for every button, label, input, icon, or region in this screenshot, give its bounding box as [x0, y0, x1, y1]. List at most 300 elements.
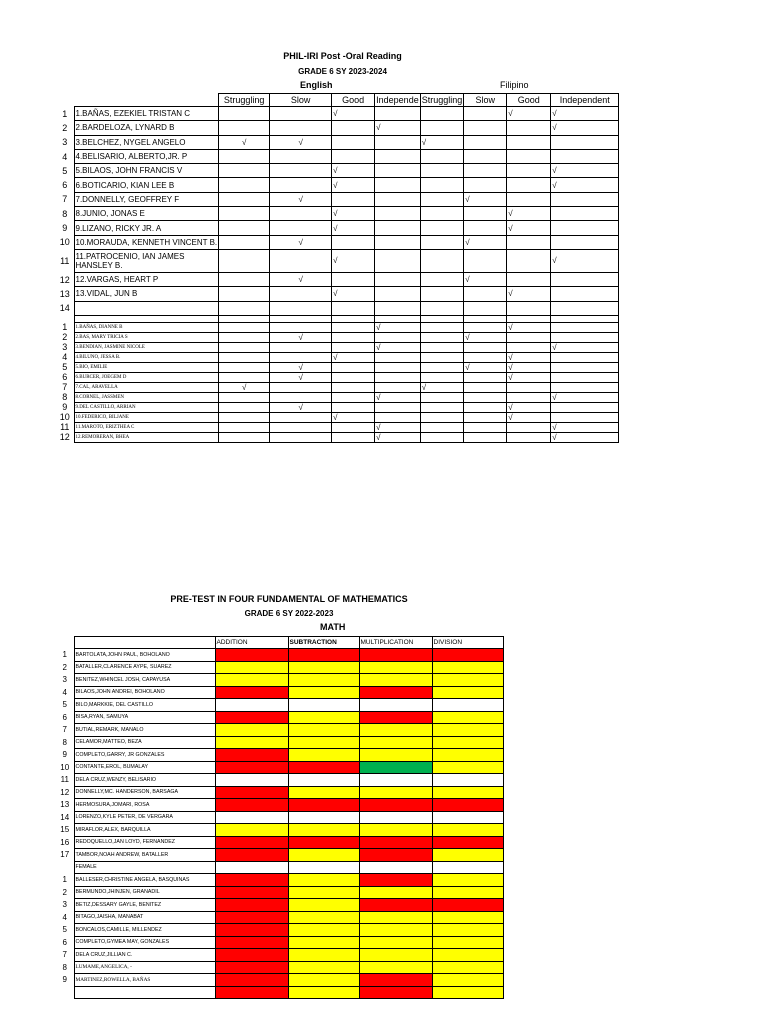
score-cell: [432, 699, 503, 712]
score-cell: [288, 986, 359, 999]
mark-cell: [464, 249, 507, 272]
score-cell: [288, 649, 359, 662]
score-cell: [359, 961, 432, 974]
mark-cell: [270, 352, 332, 362]
mark-cell: [507, 164, 551, 178]
score-cell: [288, 799, 359, 812]
row-number: 3: [62, 900, 67, 910]
mark-cell: √: [375, 121, 421, 135]
score-cell: [359, 711, 432, 724]
mark-cell: [420, 249, 464, 272]
row-number: 5: [62, 700, 67, 710]
score-cell: [288, 836, 359, 849]
mark-cell: [219, 342, 270, 352]
mark-cell: √: [375, 392, 421, 402]
mark-cell: √: [507, 412, 551, 422]
empty-cell: [420, 315, 464, 322]
table-row: [56, 235, 619, 249]
score-cell: [359, 899, 432, 912]
score-cell: [288, 786, 359, 799]
score-cell: [359, 986, 432, 999]
score-cell: [288, 936, 359, 949]
mark-cell: √: [551, 121, 619, 135]
score-cell: [215, 686, 288, 699]
mark-cell: [420, 392, 464, 402]
mark-cell: [551, 192, 619, 206]
score-cell: [215, 899, 288, 912]
mark-cell: [507, 249, 551, 272]
row-number: 7: [62, 194, 68, 205]
mark-cell: [551, 412, 619, 422]
score-cell: [432, 936, 503, 949]
mark-cell: [420, 121, 464, 135]
row-number: 1: [62, 875, 67, 885]
table-row: [56, 986, 503, 999]
mark-cell: √: [551, 432, 619, 442]
student-name: BILO,MARKKIE, DEL CASTILLO: [74, 699, 215, 712]
score-cell: [359, 761, 432, 774]
table-row: [56, 949, 503, 962]
mark-cell: [420, 342, 464, 352]
score-cell: [432, 874, 503, 887]
score-cell: [288, 861, 359, 874]
mark-cell: [507, 301, 551, 315]
score-cell: [359, 799, 432, 812]
mark-cell: [464, 342, 507, 352]
score-cell: [359, 661, 432, 674]
score-cell: [432, 799, 503, 812]
row-number: 15: [60, 825, 70, 835]
mark-cell: [375, 149, 421, 163]
mark-cell: [270, 121, 332, 135]
mark-cell: [551, 362, 619, 372]
table-row: [56, 287, 619, 301]
mark-cell: √: [375, 432, 421, 442]
mark-cell: [420, 207, 464, 221]
mark-cell: [375, 287, 421, 301]
separator-row: [56, 315, 619, 322]
score-cell: [215, 824, 288, 837]
mark-cell: [507, 392, 551, 402]
row-number: 4: [62, 912, 67, 922]
row-number: 3: [62, 342, 68, 353]
score-cell: [432, 849, 503, 862]
mark-cell: [507, 422, 551, 432]
row-number: 5: [62, 925, 67, 935]
mark-cell: [219, 149, 270, 163]
mark-cell: [420, 164, 464, 178]
score-cell: [215, 749, 288, 762]
student-name: MARTINEZ,ROWELLA, BAÑAS: [74, 974, 215, 987]
mark-cell: [375, 107, 421, 121]
empty-cell: [219, 315, 270, 322]
table-row: [56, 332, 619, 342]
mark-cell: [219, 432, 270, 442]
row-number: 2: [62, 662, 67, 672]
score-cell: [215, 736, 288, 749]
score-cell: [288, 736, 359, 749]
mark-cell: [332, 382, 375, 392]
score-cell: [432, 686, 503, 699]
mark-cell: [219, 178, 270, 192]
mark-cell: [375, 272, 421, 286]
mark-cell: [551, 235, 619, 249]
column-header: DIVISION: [432, 637, 503, 649]
student-name: BARTOLATA,JOHN PAUL, BOHOLANO: [74, 649, 215, 662]
score-cell: [359, 749, 432, 762]
row-number: 5: [62, 362, 68, 373]
mark-cell: [219, 392, 270, 402]
mark-cell: √: [219, 135, 270, 149]
math-title: PRE-TEST IN FOUR FUNDAMENTAL OF MATHEMATICS: [170, 594, 408, 604]
score-cell: [288, 661, 359, 674]
row-number: 4: [62, 352, 68, 363]
mark-cell: [464, 301, 507, 315]
mark-cell: [551, 287, 619, 301]
mark-cell: [219, 107, 270, 121]
score-cell: [359, 786, 432, 799]
mark-cell: [332, 192, 375, 206]
mark-cell: √: [219, 382, 270, 392]
table-row: [56, 699, 503, 712]
table-row: [56, 911, 503, 924]
score-cell: [215, 661, 288, 674]
header-spacer: [56, 94, 74, 107]
mark-cell: [464, 221, 507, 235]
student-name: 8.JUNIO, JONAS E: [74, 207, 219, 221]
row-number: [56, 315, 74, 322]
mark-cell: [420, 272, 464, 286]
column-header: SUBTRACTION: [288, 637, 359, 649]
student-name: BERMUNDO,JHINJEN, GRANADIL: [74, 886, 215, 899]
mark-cell: [375, 332, 421, 342]
table-row: [56, 301, 619, 315]
score-cell: [432, 786, 503, 799]
mark-cell: [270, 322, 332, 332]
mark-cell: √: [551, 178, 619, 192]
mark-cell: [420, 422, 464, 432]
score-cell: [215, 649, 288, 662]
row-number: 9: [62, 402, 68, 413]
mark-cell: [551, 352, 619, 362]
student-name: COMPLETO,GARRY, JR GONZALES: [74, 749, 215, 762]
mark-cell: √: [420, 135, 464, 149]
score-cell: [359, 924, 432, 937]
phil-iri-subtitle: GRADE 6 SY 2023-2024: [298, 67, 387, 76]
mark-cell: [420, 178, 464, 192]
score-cell: [215, 849, 288, 862]
mark-cell: [219, 192, 270, 206]
table-row: [56, 649, 503, 662]
mark-cell: [464, 149, 507, 163]
student-name: 6.BOTICARIO, KIAN LEE B: [74, 178, 219, 192]
table-row: [56, 724, 503, 737]
row-number: 6: [62, 180, 68, 191]
mark-cell: [464, 412, 507, 422]
table-row: [56, 749, 503, 762]
mark-cell: [507, 192, 551, 206]
row-number: 10: [59, 237, 70, 248]
table-row: [56, 432, 619, 442]
math-table: [56, 636, 504, 999]
student-name: BONCALOS,CAMILLE, MILLENDEZ: [74, 924, 215, 937]
mark-cell: [219, 164, 270, 178]
row-number: 7: [62, 725, 67, 735]
score-cell: [215, 724, 288, 737]
mark-cell: [270, 287, 332, 301]
filipino-label: Filipino: [500, 80, 529, 90]
table-row: [56, 107, 619, 121]
student-name: BALLESER,CHRISTINE ANGELA, BASQUINAS: [74, 874, 215, 887]
student-name: 6.BURCER, JOEGEM D: [74, 372, 219, 382]
row-number: 3: [62, 675, 67, 685]
mark-cell: [219, 235, 270, 249]
mark-cell: √: [551, 392, 619, 402]
row-number: 6: [62, 712, 67, 722]
mark-cell: [464, 178, 507, 192]
mark-cell: [375, 207, 421, 221]
score-cell: [215, 986, 288, 999]
table-row: [56, 342, 619, 352]
score-cell: [288, 724, 359, 737]
column-header: MULTIPLICATION: [359, 637, 432, 649]
mark-cell: √: [551, 342, 619, 352]
row-number: 12: [59, 432, 70, 443]
score-cell: [432, 911, 503, 924]
mark-cell: [332, 149, 375, 163]
row-number: 4: [62, 687, 67, 697]
mark-cell: [219, 249, 270, 272]
student-name: BETIZ,DESSARY GAYLE, BENITEZ: [74, 899, 215, 912]
table-row: [56, 352, 619, 362]
score-cell: [359, 686, 432, 699]
score-cell: [215, 874, 288, 887]
mark-cell: [551, 301, 619, 315]
table-row: [56, 736, 503, 749]
student-name: 3.BENDIAN, JASMINE NICOLE: [74, 342, 219, 352]
mark-cell: [332, 422, 375, 432]
mark-cell: [464, 287, 507, 301]
table-row: [56, 372, 619, 382]
table-row: [56, 674, 503, 687]
mark-cell: [219, 362, 270, 372]
mark-cell: [420, 412, 464, 422]
score-cell: [215, 799, 288, 812]
score-cell: [432, 761, 503, 774]
mark-cell: √: [507, 287, 551, 301]
column-header: Slow: [270, 94, 332, 107]
column-header: Independent: [551, 94, 619, 107]
mark-cell: [270, 432, 332, 442]
mark-cell: √: [270, 332, 332, 342]
student-name: BENITEZ,WHINCEL JOSH, CAPAYUSA: [74, 674, 215, 687]
mark-cell: [375, 221, 421, 235]
table-row: [56, 886, 503, 899]
mark-cell: √: [332, 221, 375, 235]
mark-cell: [420, 362, 464, 372]
table-row: [56, 178, 619, 192]
table-row: [56, 402, 619, 412]
mark-cell: [332, 362, 375, 372]
mark-cell: [420, 221, 464, 235]
table-row: [56, 774, 503, 787]
mark-cell: [420, 372, 464, 382]
mark-cell: [420, 301, 464, 315]
student-name: 9.LIZANO, RICKY JR. A: [74, 221, 219, 235]
mark-cell: [420, 192, 464, 206]
mark-cell: [507, 342, 551, 352]
mark-cell: [219, 301, 270, 315]
score-cell: [432, 949, 503, 962]
mark-cell: [332, 235, 375, 249]
mark-cell: √: [507, 322, 551, 332]
empty-cell: [332, 315, 375, 322]
row-number: 16: [60, 837, 70, 847]
mark-cell: √: [464, 192, 507, 206]
student-name: [74, 986, 215, 999]
header-spacer: [74, 637, 215, 649]
mark-cell: [420, 235, 464, 249]
student-name: DONNELLY,MC. HANDERSON, BARSAGA: [74, 786, 215, 799]
mark-cell: [507, 149, 551, 163]
student-name: LUMAME,ANGELICA, -: [74, 961, 215, 974]
table-row: [56, 382, 619, 392]
empty-cell: [464, 315, 507, 322]
score-cell: [432, 811, 503, 824]
score-cell: [215, 961, 288, 974]
mark-cell: [270, 149, 332, 163]
score-cell: [288, 774, 359, 787]
mark-cell: √: [332, 249, 375, 272]
mark-cell: [375, 164, 421, 178]
mark-cell: [270, 301, 332, 315]
mark-cell: √: [464, 332, 507, 342]
mark-cell: [464, 135, 507, 149]
mark-cell: √: [507, 207, 551, 221]
mark-cell: √: [270, 362, 332, 372]
mark-cell: √: [332, 164, 375, 178]
score-cell: [288, 711, 359, 724]
mark-cell: [420, 107, 464, 121]
student-name: MIRAFLOR,ALEX, BARQUILLA: [74, 824, 215, 837]
mark-cell: [375, 301, 421, 315]
mark-cell: [332, 372, 375, 382]
score-cell: [288, 699, 359, 712]
mark-cell: √: [507, 372, 551, 382]
phil-iri-title: PHIL-IRI Post -Oral Reading: [283, 51, 402, 61]
score-cell: [432, 736, 503, 749]
mark-cell: √: [270, 135, 332, 149]
column-header: Good: [332, 94, 375, 107]
mark-cell: √: [551, 107, 619, 121]
mark-cell: √: [507, 362, 551, 372]
table-row: [56, 961, 503, 974]
student-name: 2.BAS, MARY TRICIA S: [74, 332, 219, 342]
row-number: 8: [62, 962, 67, 972]
student-name: BISA,RYAN, SAMUYA: [74, 711, 215, 724]
mark-cell: [332, 432, 375, 442]
student-name: 11.PATROCENIO, IAN JAMES HANSLEY B.: [74, 249, 219, 272]
table-row: [56, 322, 619, 332]
row-number: 12: [59, 274, 70, 285]
row-number: 7: [62, 950, 67, 960]
mark-cell: [551, 382, 619, 392]
mark-cell: √: [551, 249, 619, 272]
row-number: 9: [62, 975, 67, 985]
table-row: [56, 249, 619, 272]
math-subtitle: GRADE 6 SY 2022-2023: [244, 609, 334, 618]
mark-cell: [270, 107, 332, 121]
student-name: 10.MORAUDA, KENNETH VINCENT B.: [74, 235, 219, 249]
mark-cell: [219, 322, 270, 332]
mark-cell: [551, 272, 619, 286]
score-cell: [215, 836, 288, 849]
row-number: 9: [62, 223, 68, 234]
mark-cell: [332, 332, 375, 342]
mark-cell: [332, 135, 375, 149]
mark-cell: [551, 402, 619, 412]
mark-cell: [270, 221, 332, 235]
mark-cell: [270, 382, 332, 392]
student-name: 12.REMORERAN, BHEA: [74, 432, 219, 442]
score-cell: [359, 649, 432, 662]
mark-cell: [375, 372, 421, 382]
mark-cell: [507, 121, 551, 135]
mark-cell: √: [464, 272, 507, 286]
mark-cell: [507, 382, 551, 392]
mark-cell: √: [507, 107, 551, 121]
mark-cell: [551, 135, 619, 149]
mark-cell: [219, 272, 270, 286]
mark-cell: √: [270, 402, 332, 412]
row-number: 5: [62, 165, 68, 176]
empty-cell: [375, 315, 421, 322]
score-cell: [288, 824, 359, 837]
mark-cell: [420, 149, 464, 163]
table-row: [56, 686, 503, 699]
column-header: Slow: [464, 94, 507, 107]
column-header: Independe: [376, 95, 419, 105]
score-cell: [215, 936, 288, 949]
mark-cell: [270, 392, 332, 402]
mark-cell: [420, 432, 464, 442]
table-row: [56, 811, 503, 824]
student-name: 8.CORNEL, JASSMEN: [74, 392, 219, 402]
score-cell: [215, 674, 288, 687]
table-row: [56, 936, 503, 949]
table-row: [56, 412, 619, 422]
score-cell: [432, 924, 503, 937]
mark-cell: √: [332, 207, 375, 221]
table-row: [56, 221, 619, 235]
mark-cell: [219, 412, 270, 422]
score-cell: [288, 874, 359, 887]
student-name: 1.BAÑAS, EZEKIEL TRISTAN C: [74, 107, 219, 121]
student-name: [74, 301, 219, 315]
mark-cell: [464, 382, 507, 392]
score-cell: [432, 749, 503, 762]
mark-cell: [464, 392, 507, 402]
score-cell: [215, 974, 288, 987]
mark-cell: [219, 221, 270, 235]
mark-cell: [551, 221, 619, 235]
score-cell: [288, 749, 359, 762]
score-cell: [432, 974, 503, 987]
row-number: 1: [62, 650, 67, 660]
mark-cell: [375, 362, 421, 372]
score-cell: [288, 686, 359, 699]
mark-cell: [375, 412, 421, 422]
